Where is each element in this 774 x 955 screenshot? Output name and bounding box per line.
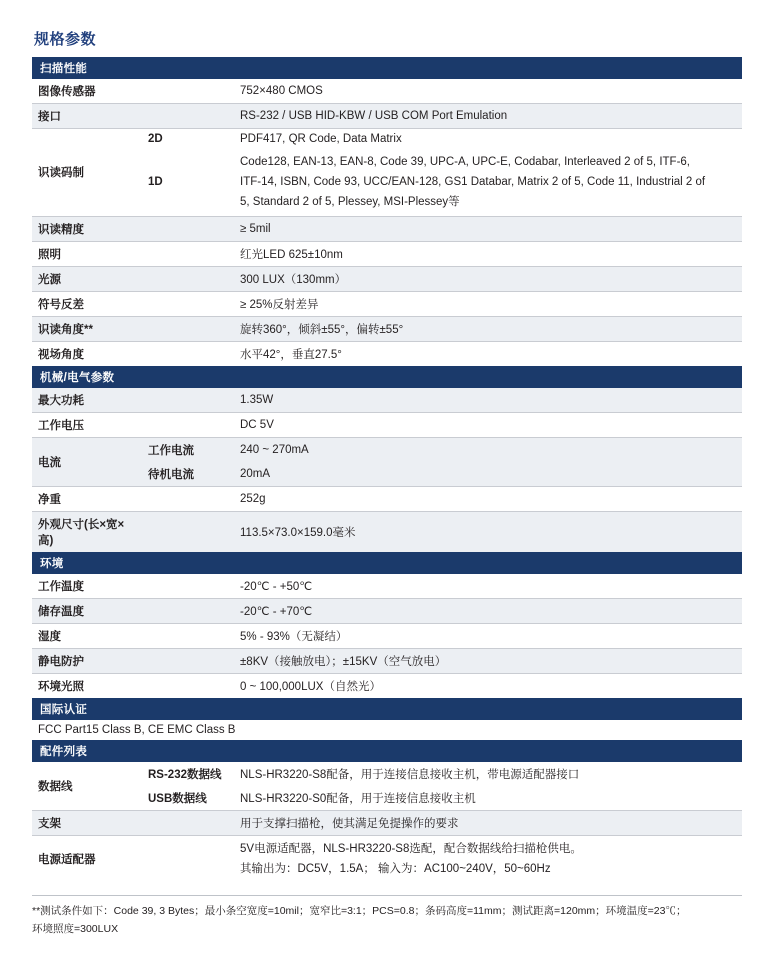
- row-value: 用于支撑扫描枪，使其满足免提操作的要求: [234, 811, 742, 835]
- row-value: 252g: [234, 487, 742, 511]
- row-label: 净重: [32, 487, 142, 511]
- table-row: [32, 217, 742, 241]
- row-sublabel: [142, 79, 234, 103]
- table-row: [32, 292, 742, 316]
- row-label: 识读角度**: [32, 317, 142, 341]
- row-value: 水平42°，垂直27.5°: [234, 342, 742, 366]
- row-sublabel: [142, 624, 234, 648]
- row-value: ≥ 5mil: [234, 217, 742, 241]
- row-sublabel: [142, 104, 234, 128]
- row-value-line: 其输出为：DC5V，1.5A； 输入为：AC100~240V，50~60Hz: [240, 862, 551, 875]
- section-header-mechanical: [32, 366, 742, 388]
- row-value: 20mA: [234, 462, 742, 486]
- row-sublabel: [142, 599, 234, 623]
- row-sublabel: [142, 242, 234, 266]
- row-sublabel: [142, 413, 234, 437]
- table-row: [32, 624, 742, 648]
- spec-table: [32, 57, 742, 883]
- row-label: 储存温度: [32, 599, 142, 623]
- row-sublabel: [142, 674, 234, 698]
- row-label: 数据线: [32, 762, 142, 810]
- row-value-line: 5, Standard 2 of 5, Plessey, MSI-Plessey等: [240, 195, 460, 208]
- table-row: [32, 438, 742, 462]
- row-label: 电源适配器: [32, 836, 142, 883]
- table-row: [32, 574, 742, 598]
- row-sublabel: [142, 317, 234, 341]
- row-sublabel: [142, 217, 234, 241]
- table-row: [32, 104, 742, 128]
- row-value: PDF417, QR Code, Data Matrix: [234, 129, 742, 149]
- table-row: [32, 487, 742, 511]
- section-header-label: 环境: [32, 552, 742, 574]
- row-label: 符号反差: [32, 292, 142, 316]
- row-value: DC 5V: [234, 413, 742, 437]
- section-header-accessories: [32, 740, 742, 762]
- table-row: [32, 413, 742, 437]
- row-sublabel: [142, 574, 234, 598]
- section-header-label: 机械/电气参数: [32, 366, 742, 388]
- row-value: NLS-HR3220-S0配备，用于连接信息接收主机: [234, 786, 742, 810]
- row-label: 工作温度: [32, 574, 142, 598]
- row-label: 电流: [32, 438, 142, 486]
- row-value: FCC Part15 Class B, CE EMC Class B: [32, 720, 742, 740]
- row-label: 外观尺寸(长×宽×高): [32, 512, 142, 552]
- table-row: [32, 267, 742, 291]
- table-row: [32, 762, 742, 786]
- section-header-label: 配件列表: [32, 740, 742, 762]
- row-sublabel: RS-232数据线: [142, 762, 234, 786]
- row-value: -20℃ - +50℃: [234, 574, 742, 598]
- row-value: 旋转360°，倾斜±55°，偏转±55°: [234, 317, 742, 341]
- row-sublabel: 2D: [142, 129, 234, 149]
- table-row: [32, 512, 742, 552]
- row-label: 接口: [32, 104, 142, 128]
- row-value: 113.5×73.0×159.0毫米: [234, 512, 742, 552]
- table-row: [32, 720, 742, 740]
- row-value: -20℃ - +70℃: [234, 599, 742, 623]
- row-sublabel: [142, 649, 234, 673]
- row-value: 红光LED 625±10nm: [234, 242, 742, 266]
- row-value: 240 ~ 270mA: [234, 438, 742, 462]
- section-header-scanning: [32, 57, 742, 79]
- row-label: 环境光照: [32, 674, 142, 698]
- row-value: 752×480 CMOS: [234, 79, 742, 103]
- row-sublabel: [142, 811, 234, 835]
- row-sublabel: 工作电流: [142, 438, 234, 462]
- row-label: 最大功耗: [32, 388, 142, 412]
- row-value: 300 LUX（130mm）: [234, 267, 742, 291]
- row-value: [234, 836, 742, 883]
- row-sublabel: USB数据线: [142, 786, 234, 810]
- row-sublabel: [142, 267, 234, 291]
- row-sublabel: [142, 388, 234, 412]
- footnote: [32, 895, 742, 939]
- row-label: 图像传感器: [32, 79, 142, 103]
- row-sublabel: [142, 487, 234, 511]
- row-label: 识读码制: [32, 129, 142, 216]
- section-header-label: 扫描性能: [32, 57, 742, 79]
- row-value-line: ITF-14, ISBN, Code 93, UCC/EAN-128, GS1 Databar, Matrix 2 of 5, Code 11, Industrial 2 of: [240, 175, 706, 188]
- row-value: RS-232 / USB HID-KBW / USB COM Port Emulation: [234, 104, 742, 128]
- row-sublabel: 待机电流: [142, 462, 234, 486]
- footnote-line: **测试条件如下：Code 39, 3 Bytes；最小条空宽度=10mil；宽窄比=3:1；PCS=0.8；条码高度=11mm；测试距离=120mm；环境温度=23℃；: [32, 904, 687, 917]
- table-row: [32, 242, 742, 266]
- table-row: [32, 811, 742, 835]
- row-label: 支架: [32, 811, 142, 835]
- row-value: [234, 149, 742, 216]
- row-value-line: Code128, EAN-13, EAN-8, Code 39, UPC-A, UPC-E, Codabar, Interleaved 2 of 5, ITF-6,: [240, 156, 690, 168]
- row-sublabel: [142, 342, 234, 366]
- table-row: [32, 674, 742, 698]
- row-value: NLS-HR3220-S8配备，用于连接信息接收主机，带电源适配器接口: [234, 762, 742, 786]
- row-value: ±8KV（接触放电）；±15KV（空气放电）: [234, 649, 742, 673]
- row-label: 照明: [32, 242, 142, 266]
- row-value: 0 ~ 100,000LUX（自然光）: [234, 674, 742, 698]
- table-row: [32, 388, 742, 412]
- table-row: [32, 836, 742, 883]
- table-row: [32, 79, 742, 103]
- section-header-label: 国际认证: [32, 698, 742, 720]
- row-label: 静电防护: [32, 649, 142, 673]
- table-row: [32, 342, 742, 366]
- row-label: 湿度: [32, 624, 142, 648]
- row-value: 5% - 93%（无凝结）: [234, 624, 742, 648]
- table-row: [32, 599, 742, 623]
- row-sublabel: [142, 292, 234, 316]
- page-title: 规格参数: [34, 31, 97, 48]
- row-sublabel: 1D: [142, 149, 234, 216]
- row-label: 光源: [32, 267, 142, 291]
- row-label: 识读精度: [32, 217, 142, 241]
- row-value: 1.35W: [234, 388, 742, 412]
- row-label: 视场角度: [32, 342, 142, 366]
- table-row: [32, 649, 742, 673]
- section-header-environment: [32, 552, 742, 574]
- row-sublabel: [142, 836, 234, 883]
- section-header-certification: [32, 698, 742, 720]
- row-value-line: 5V电源适配器，NLS-HR3220-S8选配，配合数据线给扫描枪供电。: [240, 842, 582, 855]
- table-row: [32, 129, 742, 149]
- row-value: ≥ 25%反射差异: [234, 292, 742, 316]
- footnote-line: 环境照度=300LUX: [32, 922, 119, 935]
- table-row: [32, 317, 742, 341]
- row-sublabel: [142, 512, 234, 552]
- row-label: 工作电压: [32, 413, 142, 437]
